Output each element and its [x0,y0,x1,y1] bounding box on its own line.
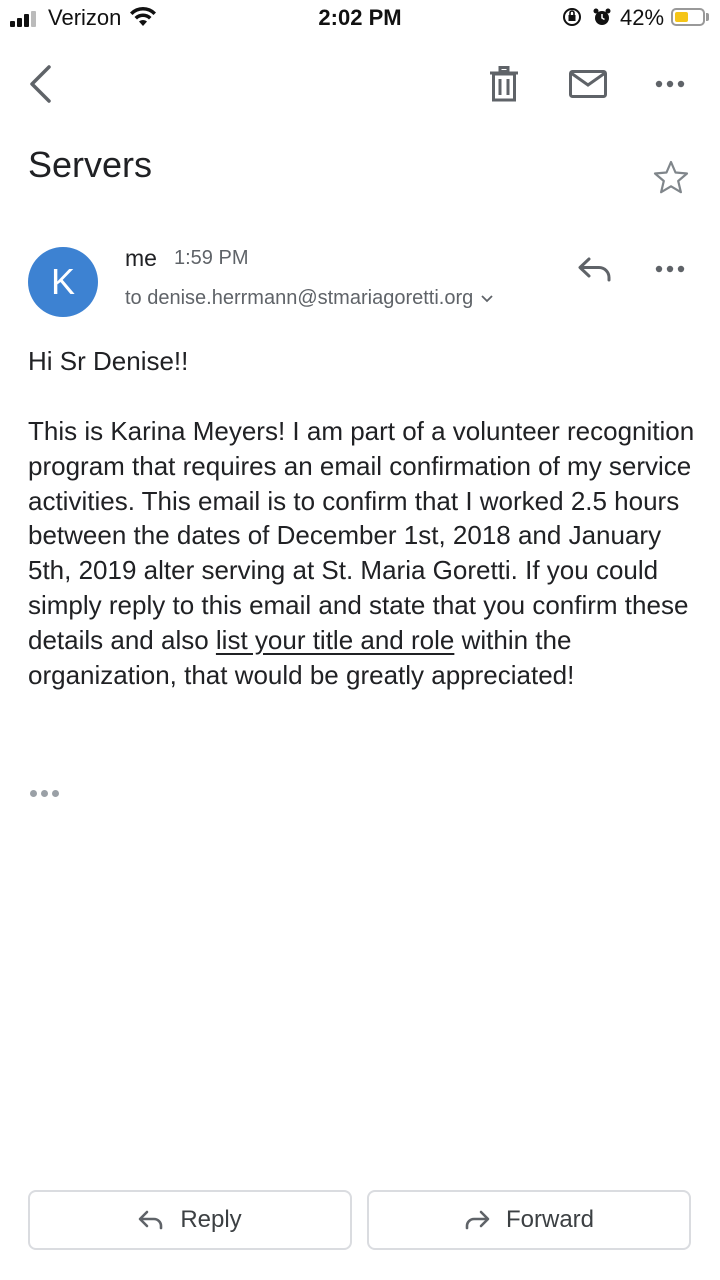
forward-button[interactable] [367,1190,691,1250]
status-bar [0,0,720,36]
mark-unread-button[interactable] [564,62,612,106]
status-time: 2:02 PM [318,5,402,30]
star-button[interactable] [650,156,692,198]
trash-icon [489,66,519,102]
body-text-part: within the organization, that would be greatly appreciated! [28,624,575,690]
sender-name: me [125,245,157,271]
more-options-button[interactable] [650,64,690,104]
dot [52,790,59,797]
carrier-name: Verizon [48,5,122,30]
forward-icon [464,1210,490,1230]
mail-icon [569,70,607,98]
reply-button[interactable] [28,1190,352,1250]
body-text-part: This is Karina Meyers! I am part of a volunteer recognition program that requires an email confirmation of my service activities. This email is to confirm that I worked 2.5 hours between the dates of December 1st, 2018 and January 5th, 2019 alter serving at St. Maria Goretti. If you could simply reply to this email and state that you confirm these details and also [28,416,695,655]
recipient-text: to denise.herrmann@stmariagoretti.org [125,287,474,309]
reply-icon-button[interactable] [574,250,616,288]
recipient-details[interactable] [125,287,493,310]
email-subject: Servers [28,144,153,185]
delete-button[interactable] [482,60,526,108]
reply-label: Reply [180,1206,242,1233]
body-link[interactable]: list your title and role [215,624,455,655]
more-icon [655,80,685,88]
reply-icon [138,1210,164,1230]
message-more-button[interactable] [650,250,690,288]
chevron-down-icon [481,295,493,303]
battery-percent: 42% [620,5,665,30]
back-button[interactable] [20,62,60,106]
email-greeting: Hi Sr Denise!! [28,346,189,376]
reply-icon [577,256,613,282]
back-icon [27,64,53,104]
show-trimmed-content-button[interactable] [30,786,62,800]
sent-time: 1:59 PM [174,247,249,269]
dot [30,790,37,797]
forward-label: Forward [505,1206,595,1233]
more-icon [655,265,685,273]
star-icon [653,160,689,194]
orientation-lock-icon [562,6,582,28]
alarm-icon [592,6,612,28]
dot [41,790,48,797]
avatar[interactable]: K [28,247,98,317]
email-body [28,414,700,692]
battery-icon [671,8,705,26]
status-icons [562,6,612,28]
battery-tip [706,13,709,21]
